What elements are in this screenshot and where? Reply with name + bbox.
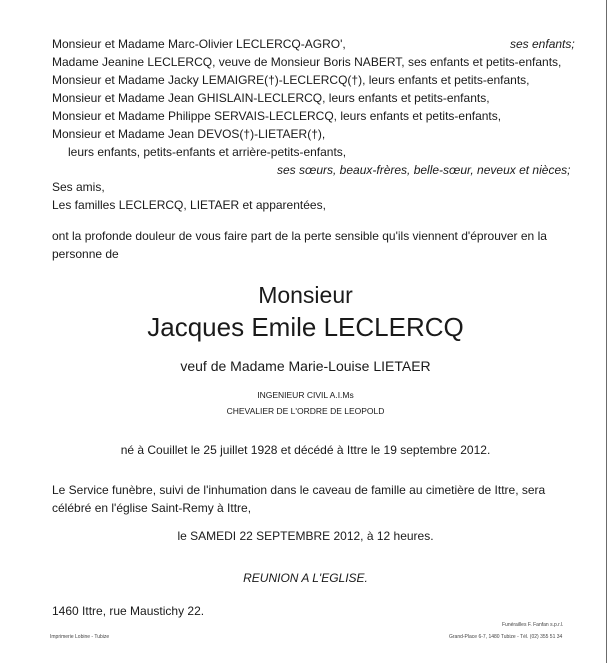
honor-line-2: CHEVALIER DE L'ORDRE DE LEOPOLD: [226, 406, 385, 416]
family-line-4: Monsieur et Madame Jean GHISLAIN-LECLERCQ, leurs enfants et petits-enfants,: [52, 91, 490, 105]
birth-death-line: né à Couillet le 25 juillet 1928 et décédé à Ittre le 19 septembre 2012.: [120, 443, 491, 457]
family-line-3: Monsieur et Madame Jacky LEMAIGRE(†)-LECLERCQ(†), leurs enfants et petits-enfants,: [52, 73, 530, 87]
ses-enfants-text: ses enfants;: [510, 37, 575, 51]
siblings-line: ses sœurs, beaux-frères, belle-sœur, neveux et nièces;: [277, 163, 571, 177]
announcement-line-2: personne de: [52, 247, 119, 261]
service-line-1: Le Service funèbre, suivi de l'inhumation dans le caveau de famille au cimetière de Ittre, sera: [52, 483, 546, 497]
friends-line-2: Les familles LECLERCQ, LIETAER et apparentées,: [52, 198, 326, 212]
family-line-5: Monsieur et Madame Philippe SERVAIS-LECLERCQ, leurs enfants et petits-enfants,: [52, 109, 502, 123]
announcement-line-1: ont la profonde douleur de vous faire part de la perte sensible qu'ils viennent d'éprouver en la: [52, 229, 547, 243]
reunion-line: REUNION A L'EGLISE.: [243, 571, 368, 585]
funeral-home-address: Grand-Place 6-7, 1480 Tubize - Tél. (02) 355 51 34: [449, 634, 563, 640]
widower-line: veuf de Madame Marie-Louise LIETAER: [180, 358, 431, 374]
family-line-1: Monsieur et Madame Marc-Olivier LECLERCQ-AGRO',: [52, 37, 346, 51]
family-line-2: Madame Jeanine LECLERCQ, veuve de Monsieur Boris NABERT, ses enfants et petits-enfants,: [52, 55, 562, 69]
honor-line-1: INGENIEUR CIVIL A.I.Ms: [257, 390, 354, 400]
funeral-home-name: Funérailles F. Fanfan s.p.r.l.: [502, 622, 564, 628]
family-line-6: Monsieur et Madame Jean DEVOS(†)-LIETAER(†),: [52, 127, 326, 141]
deceased-name: Jacques Emile LECLERCQ: [147, 312, 464, 342]
family-address: 1460 Ittre, rue Maustichy 22.: [52, 604, 205, 618]
printer-credit: Imprimerie Lobine - Tubize: [50, 634, 110, 640]
service-date-line: le SAMEDI 22 SEPTEMBRE 2012, à 12 heures.: [177, 529, 434, 543]
deceased-title: Monsieur: [258, 282, 353, 308]
friends-line-1: Ses amis,: [52, 180, 105, 194]
service-line-2: célébré en l'église Saint-Remy à Ittre,: [52, 501, 252, 515]
family-line-7: leurs enfants, petits-enfants et arrière-petits-enfants,: [68, 145, 347, 159]
